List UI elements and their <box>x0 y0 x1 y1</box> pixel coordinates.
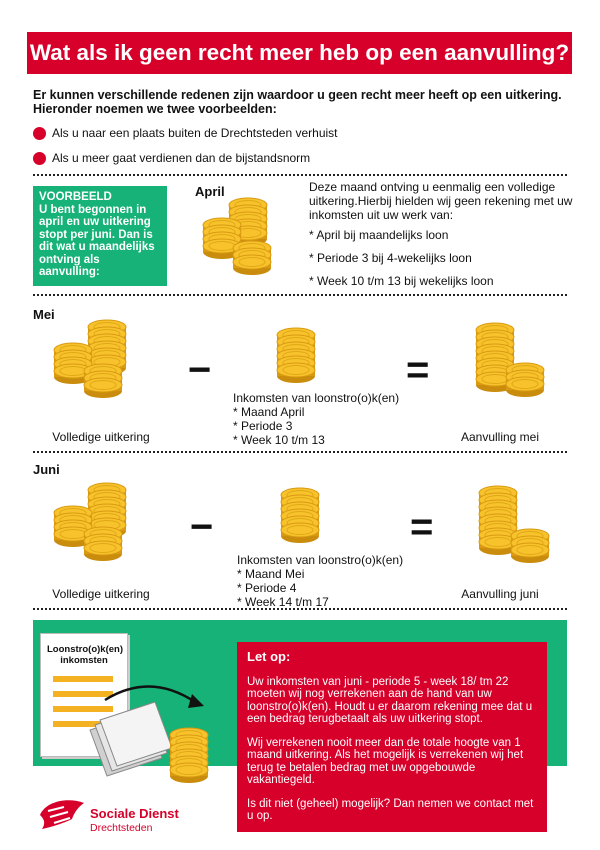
notice-box <box>237 642 547 832</box>
income-line: * Week 14 t/m 17 <box>237 595 329 609</box>
logo-name: Sociale Dienst <box>90 806 179 821</box>
income-description <box>233 391 399 447</box>
equals-sign: = <box>410 505 434 549</box>
coin-stack-icon <box>165 725 215 795</box>
income-line: * Periode 4 <box>237 581 297 595</box>
coin-stack-icon <box>190 190 300 280</box>
coin-stack-icon <box>268 320 328 390</box>
arrow-icon <box>100 680 220 720</box>
bullet-item <box>33 151 310 165</box>
coin-stack-icon <box>45 478 155 568</box>
divider <box>33 451 567 453</box>
income-description <box>237 553 403 609</box>
example-text: U bent begonnen in april en uw uitkering stopt per juni. Dan is dit wat u maandelijks ontving als aanvulling: <box>39 203 155 278</box>
example-heading: VOORBEELD <box>39 191 112 203</box>
bullet-text: Als u naar een plaats buiten de Drechtsteden verhuist <box>52 126 338 140</box>
red-dot-icon <box>33 127 46 140</box>
section-label-mei: Mei <box>33 307 55 322</box>
caption-supplement: Aanvulling juni <box>461 587 539 601</box>
income-line: * Periode 3 <box>233 419 293 433</box>
page-title: Wat als ik geen recht meer heb op een aanvulling? <box>27 32 572 74</box>
notice-paragraph: Wij verrekenen nooit meer dan de totale hoogte van 1 maand uitkering. Als het mogelijk is verrekenen wij het terug te betalen bedrag met uw opgebouwde vakantiegeld. <box>247 736 524 786</box>
payslip-label: Loonstro(o)k(en) inkomsten <box>47 644 123 666</box>
sociale-dienst-logo-icon <box>38 797 88 833</box>
income-line: * Maand April <box>233 405 305 419</box>
logo-subtitle: Drechtsteden <box>90 822 153 834</box>
notice-paragraph: Is dit niet (geheel) mogelijk? Dan nemen we contact met u op. <box>247 797 534 822</box>
income-line: Inkomsten van loonstro(o)k(en) <box>233 391 400 405</box>
income-line: * Maand Mei <box>237 567 305 581</box>
coin-stack-icon <box>465 315 565 405</box>
coin-stack-icon <box>45 315 155 405</box>
notice-title: Let op: <box>247 649 291 664</box>
income-line: Inkomsten van loonstro(o)k(en) <box>237 553 404 567</box>
example-item: * Week 10 t/m 13 bij wekelijks loon <box>309 274 494 288</box>
month-label: April <box>195 184 225 199</box>
intro-text: Er kunnen verschillende redenen zijn waardoor u geen recht meer heeft op een uitkering. Hieronder noemen we twee voorbeelden: <box>33 88 562 116</box>
minus-sign: − <box>188 348 212 392</box>
bullet-text: Als u meer gaat verdienen dan de bijstandsnorm <box>52 151 311 165</box>
divider <box>33 174 567 176</box>
divider <box>33 608 567 610</box>
example-item: * Periode 3 bij 4-wekelijks loon <box>309 251 472 265</box>
caption-supplement: Aanvulling mei <box>460 430 540 444</box>
example-description: Deze maand ontving u eenmalig een volledige uitkering.Hierbij hielden wij geen rekening met uw inkomsten uit uw werk van: <box>309 180 573 222</box>
caption-full-benefit: Volledige uitkering <box>52 587 150 601</box>
example-item: * April bij maandelijks loon <box>309 228 449 242</box>
section-label-juni: Juni <box>33 462 60 477</box>
example-box <box>33 186 167 286</box>
coin-stack-icon <box>468 478 568 578</box>
coin-stack-icon <box>272 483 332 553</box>
bullet-item <box>33 126 338 140</box>
equals-sign: = <box>406 348 430 392</box>
income-line: * Week 10 t/m 13 <box>233 433 325 447</box>
caption-full-benefit: Volledige uitkering <box>52 430 150 444</box>
red-dot-icon <box>33 152 46 165</box>
minus-sign: − <box>190 505 214 549</box>
divider <box>33 294 567 296</box>
notice-paragraph: Uw inkomsten van juni - periode 5 - week 18/ tm 22 moeten wij nog verrekenen aan de hand van uw loonstro(o)k(en). Houdt u er daarom rekening mee dat u een bedrag terugbetaalt als uw uitkering stopt. <box>247 675 533 725</box>
